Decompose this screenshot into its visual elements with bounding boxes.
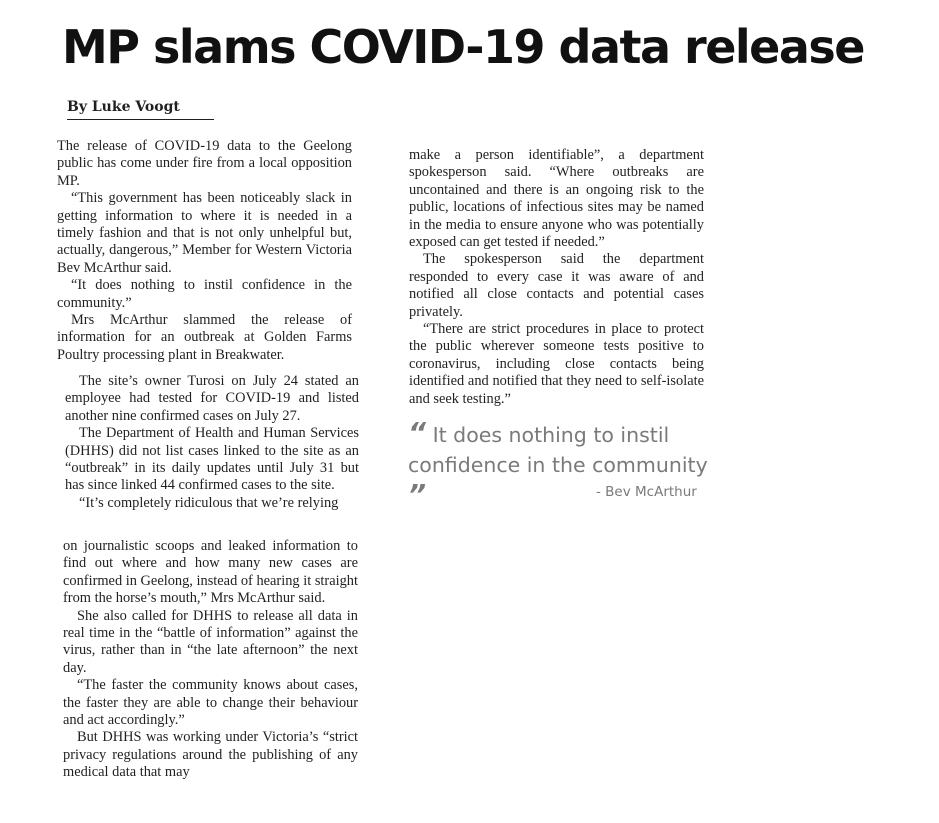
paragraph: But DHHS was working under Victoria’s “strict privacy regulations around the publishing of any medical data that may <box>63 729 358 781</box>
column-1-bottom <box>63 538 358 782</box>
byline: By Luke Voogt <box>67 97 214 120</box>
paragraph: make a person identifiable”, a department spokesperson said. “Where outbreaks are uncontained and there is an ongoing risk to the public, locations of infectious sites may be named in the media to ensure anyone who was potentially exposed can get tested if needed.” <box>409 147 704 251</box>
paragraph: “It’s completely ridiculous that we’re relying <box>79 494 339 511</box>
headline: MP slams COVID-19 data release <box>62 20 865 74</box>
paragraph: “There are strict procedures in place to protect the public wherever someone tests positive to coronavirus, including close contacts being identified and notified that they need to self-isolate and seek testing.” <box>409 321 704 407</box>
paragraph: “The faster the community knows about cases, the faster they are able to change their behaviour and act accordingly.” <box>63 677 358 729</box>
column-1-top <box>57 138 352 364</box>
pull-quote-attribution: - Bev McArthur <box>596 484 697 500</box>
column-2 <box>409 147 704 408</box>
paragraph: “It does nothing to instil confidence in the community.” <box>57 277 352 311</box>
column-1-middle <box>65 373 359 512</box>
paragraph: The Department of Health and Human Services (DHHS) did not list cases linked to the site as an “outbreak” in its daily updates until July 31 but has since linked 44 confirmed cases to the site. <box>65 425 359 494</box>
paragraph: The release of COVID-19 data to the Geelong public has come under fire from a local opposition MP. <box>57 138 352 189</box>
paragraph: She also called for DHHS to release all data in real time in the “battle of information” against the virus, rather than in “the late afternoon” the next day. <box>63 607 358 676</box>
pull-quote-text: It does nothing to instil confidence in the community <box>408 423 708 477</box>
paragraph: The spokesperson said the department responded to every case it was aware of and notified all close contacts and potential cases privately. <box>409 251 704 320</box>
paragraph: on journalistic scoops and leaked information to find out where and how many new cases are confirmed in Geelong, instead of hearing it straight from the horse’s mouth,” Mrs McArthur said. <box>63 538 358 607</box>
paragraph: The site’s owner Turosi on July 24 stated an employee had tested for COVID-19 and listed another nine confirmed cases on July 27. <box>65 373 359 424</box>
paragraph: Mrs McArthur slammed the release of information for an outbreak at Golden Farms Poultry processing plant in Breakwater. <box>57 312 352 363</box>
close-quote-mark: ” <box>408 478 427 511</box>
open-quote-mark: “ <box>408 416 427 449</box>
paragraph: “This government has been noticeably slack in getting information to where it is needed in a timely fashion and that is not only unhelpful but, actually, dangerous,” Member for Western Victoria Bev McArthur said. <box>57 190 352 276</box>
